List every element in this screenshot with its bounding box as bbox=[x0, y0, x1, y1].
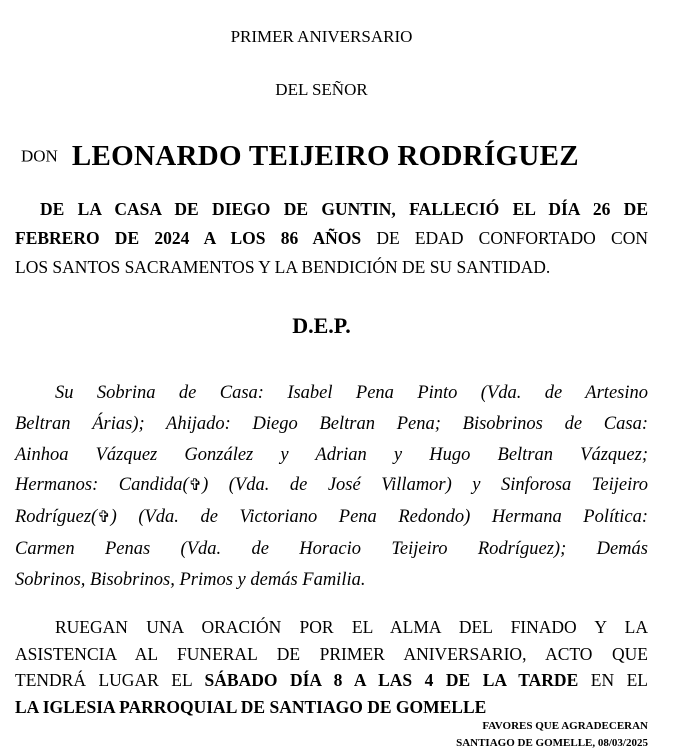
prayer-line: LA IGLESIA PARROQUIAL DE SANTIAGO DE GOMELLE bbox=[15, 696, 487, 717]
death-notice-line: FEBRERO DE 2024 A LOS 86 AÑOS DE EDAD CONFORTADO CON bbox=[15, 228, 648, 248]
prayer-line: TENDRÁ LUGAR EL SÁBADO DÍA 8 A LAS 4 DE LA TARDE EN EL bbox=[15, 670, 648, 690]
death-notice-line: DE LA CASA DE DIEGO DE GUNTIN, FALLECIÓ EL DÍA 26 DE bbox=[40, 199, 648, 219]
family-line: Su Sobrina de Casa: Isabel Pena Pinto (Vda. de Artesino bbox=[55, 383, 648, 403]
heading-line-1: PRIMER ANIVERSARIO bbox=[230, 27, 413, 46]
deceased-name-row bbox=[21, 140, 579, 173]
family-line: Hermanos: Candida(✞) (Vda. de José Villamor) y Sinforosa Teijeiro bbox=[15, 475, 648, 496]
footer-place-date: SANTIAGO DE GOMELLE, 08/03/2025 bbox=[456, 737, 648, 749]
cross-icon: ✞ bbox=[188, 477, 203, 495]
family-line: Carmen Penas (Vda. de Horacio Teijeiro Rodríguez); Demás bbox=[15, 538, 648, 559]
prayer-line: ASISTENCIA AL FUNERAL DE PRIMER ANIVERSARIO, ACTO QUE bbox=[15, 643, 648, 664]
death-notice-line: LOS SANTOS SACRAMENTOS Y LA BENDICIÓN DE SU SANTIDAD. bbox=[15, 257, 551, 277]
name-prefix: DON bbox=[21, 146, 58, 166]
deceased-name: LEONARDO TEIJEIRO RODRÍGUEZ bbox=[71, 140, 579, 172]
family-line: Ainhoa Vázquez González y Adrian y Hugo Beltran Vázquez; bbox=[15, 444, 648, 465]
footer-thanks: FAVORES QUE AGRADECERAN bbox=[482, 720, 648, 732]
family-line: Beltran Árias); Ahijado: Diego Beltran Pena; Bisobrinos de Casa: bbox=[15, 413, 648, 434]
death-notice bbox=[15, 195, 648, 282]
heading-line-2: DEL SEÑOR bbox=[275, 80, 368, 99]
family-line: Sobrinos, Bisobrinos, Primos y demás Familia. bbox=[15, 569, 366, 590]
dep-title: D.E.P. bbox=[292, 313, 351, 338]
cross-icon: ✞ bbox=[97, 509, 111, 527]
family-paragraph bbox=[15, 378, 648, 596]
prayer-line: RUEGAN UNA ORACIÓN POR EL ALMA DEL FINADO Y LA bbox=[55, 617, 648, 637]
family-line: Rodríguez(✞) (Vda. de Victoriano Pena Redondo) Hermana Política: bbox=[15, 507, 648, 528]
prayer-paragraph bbox=[15, 614, 648, 720]
